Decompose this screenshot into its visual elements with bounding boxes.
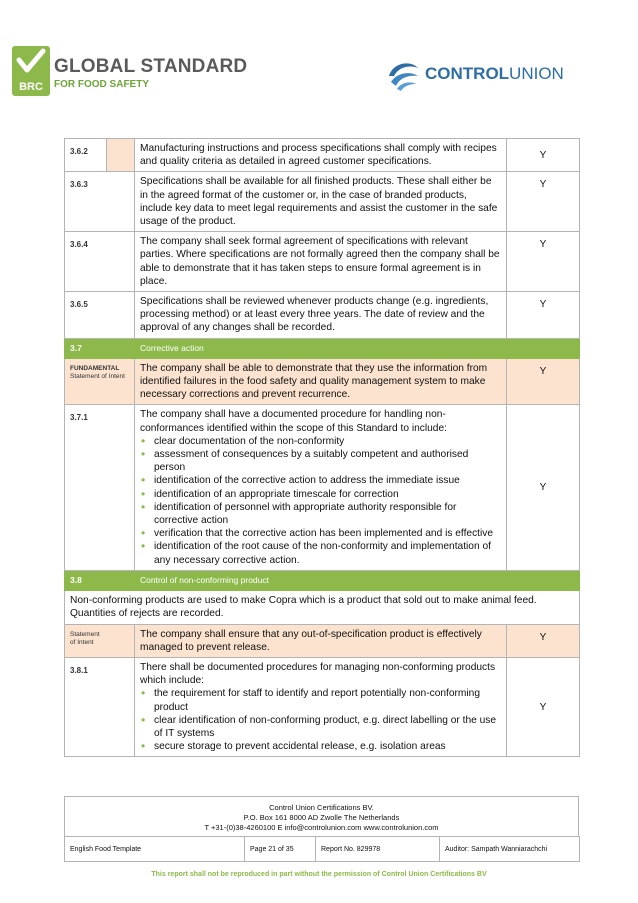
control-union-swirl-icon: [385, 56, 421, 92]
section-title: Control of non-conforming product: [135, 570, 580, 590]
clause-intro: There shall be documented procedures for managing non-conforming products which include:: [140, 661, 496, 687]
section-header-3-7: [65, 338, 580, 358]
clause-answer: Y: [507, 624, 580, 657]
brc-mark: BRC: [19, 81, 43, 93]
table-row: [65, 232, 580, 292]
section-number: 3.8: [65, 570, 135, 590]
clause-text: [135, 405, 507, 570]
clause-ref: 3.6.3: [65, 172, 135, 232]
clause-answer: Y: [507, 405, 580, 570]
clause-text: The company shall ensure that any out-of-specification product is effectively managed to prevent release.: [135, 624, 507, 657]
clause-text: The company shall be able to demonstrate that they use the information from identified failures in the food safety and quality management system to make necessary corrections and prevent recurrence.: [135, 358, 507, 405]
table-row: [65, 292, 580, 339]
clause-text: Specifications shall be reviewed whenever products change (e.g. ingredients, processing method) or at least every three years. The date of review and the approval of any changes shall be recorded.: [135, 292, 507, 339]
table-row: [65, 172, 580, 232]
list-item: • identification of the root cause of the non-conformity and implementation of any necessary corrective action.: [154, 540, 501, 566]
brc-title: GLOBAL STANDARD: [54, 56, 248, 77]
audit-table: [64, 138, 580, 757]
footer-contact: T +31-(0)38-4260100 E info@controlunion.com www.controlunion.com: [204, 823, 439, 832]
clause-answer: Y: [507, 358, 580, 405]
brc-check-icon: [12, 46, 50, 96]
bullet-list: [140, 435, 501, 567]
cu-bold: CONTROL: [425, 64, 510, 83]
list-item: • identification of an appropriate timescale for correction: [154, 488, 501, 501]
table-row: [65, 405, 580, 570]
control-union-logo: [385, 56, 610, 92]
clause-ref: 3.6.2: [65, 139, 107, 172]
clause-intro: The company shall have a documented procedure for handling non-conformances identified within the scope of this Standard to include:: [140, 409, 447, 434]
list-item: • secure storage to prevent accidental release, e.g. isolation areas: [154, 740, 501, 753]
list-item: • assessment of consequences by a suitably competent and authorised person: [154, 448, 501, 474]
footer-postal: P.O. Box 161 8000 AD Zwolle The Netherlands: [243, 813, 400, 822]
auditor-note-row: [65, 591, 580, 624]
clause-ref: 3.6.5: [65, 292, 135, 339]
clause-ref: 3.6.4: [65, 232, 135, 292]
fundamental-label: FUNDAMENTAL: [70, 364, 120, 372]
clause-text: The company shall seek formal agreement of specifications with relevant parties. Where specifications are not formally agreed then the company shall be able to demonstrate that it has taken steps to ensure formal agreement is in place.: [135, 232, 507, 292]
clause-answer: Y: [507, 657, 580, 756]
list-item: • identification of personnel with appropriate authority responsible for corrective action: [154, 501, 501, 527]
clause-ref: 3.8.1: [65, 657, 135, 756]
footer-address: [64, 796, 579, 836]
clause-answer: Y: [507, 172, 580, 232]
disclaimer: This report shall not be reproduced in part without the permission of Control Union Certifications BV: [151, 871, 487, 878]
brc-logo: [12, 46, 248, 98]
rating-cell: [107, 139, 135, 172]
clause-answer: Y: [507, 232, 580, 292]
bullet-list: [140, 687, 501, 753]
section-title: Corrective action: [135, 338, 580, 358]
table-row: [65, 657, 580, 756]
clause-text: [135, 657, 507, 756]
clause-ref: 3.7.1: [65, 405, 135, 570]
footer-company: Control Union Certifications BV.: [269, 803, 374, 812]
list-item: • clear identification of non-conforming product, e.g. direct labelling or the use of IT systems: [154, 714, 501, 740]
footer-info-table: [64, 836, 580, 862]
list-item: • the requirement for staff to identify and report potentially non-conforming product: [154, 687, 501, 713]
of-intent-label: of Intent: [70, 638, 94, 646]
section-header-3-8: [65, 570, 580, 590]
list-item: • identification of the corrective action to address the immediate issue: [154, 474, 501, 487]
auditor-note: Non-conforming products are used to make Copra which is a product that sold out to make animal feed. Quantities of rejects are recorded.: [65, 591, 580, 624]
footer-auditor: Auditor: Sampath Wanniarachchi: [440, 837, 580, 862]
cu-light: UNION: [509, 64, 564, 83]
clause-answer: Y: [507, 139, 580, 172]
brc-subtitle: FOR FOOD SAFETY: [54, 79, 149, 90]
footer-template: English Food Template: [65, 837, 245, 862]
clause-answer: Y: [507, 292, 580, 339]
footer-page: Page 21 of 35: [245, 837, 316, 862]
fundamental-row: [65, 358, 580, 405]
footer-report: Report No. 829978: [316, 837, 440, 862]
list-item: • clear documentation of the non-conformity: [154, 435, 501, 448]
statement-of-intent-row: [65, 624, 580, 657]
statement-of-intent-label: Statement of Intent: [70, 372, 125, 380]
clause-text: Manufacturing instructions and process specifications shall comply with recipes and quality criteria as detailed in agreed customer specifications.: [135, 139, 507, 172]
list-item: • verification that the corrective action has been implemented and is effective: [154, 527, 501, 540]
table-row: [65, 139, 580, 172]
statement-label: Statement: [70, 630, 100, 638]
clause-text: Specifications shall be available for all finished products. These shall either be in the agreed format of the customer or, in the case of branded products, include key data to meet legal requirements and assist the customer in the safe usage of the product.: [135, 172, 507, 232]
section-number: 3.7: [65, 338, 135, 358]
